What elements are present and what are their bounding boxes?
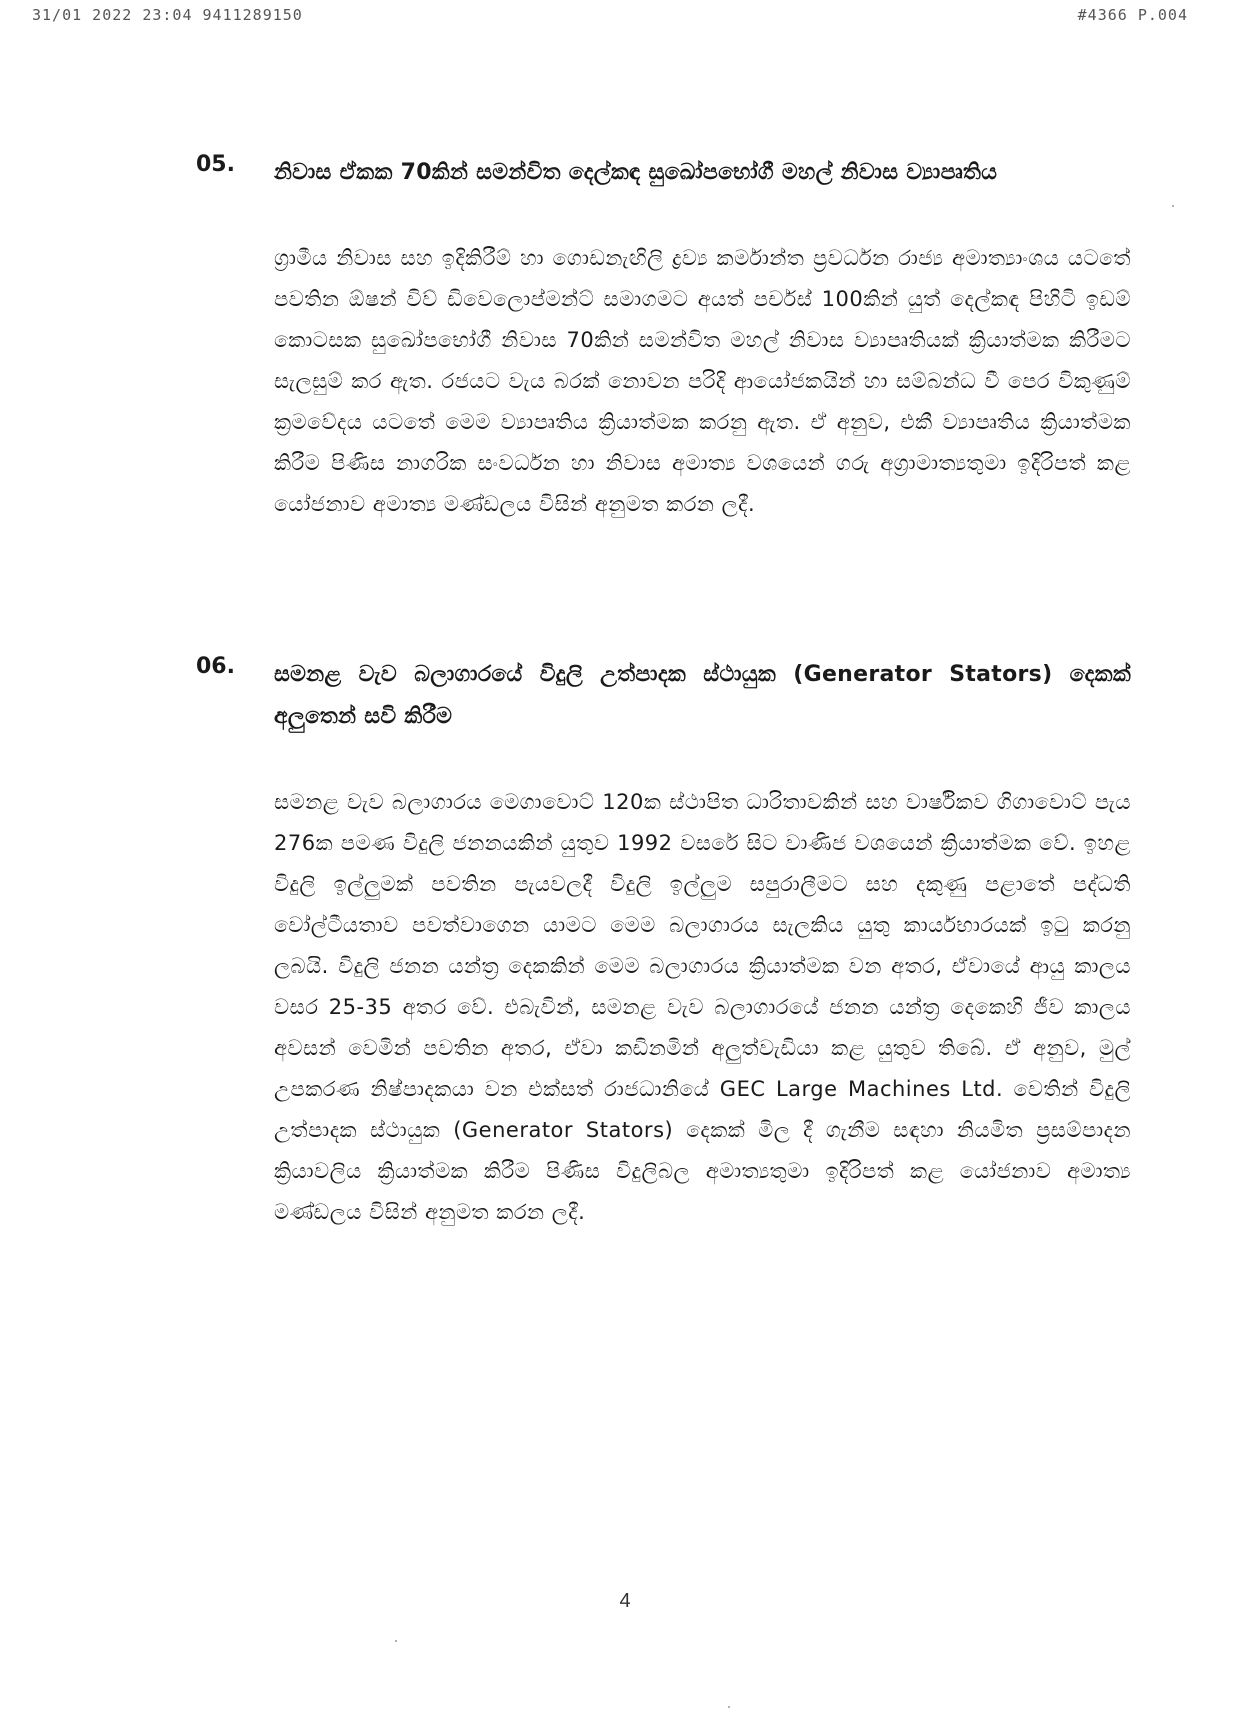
item-heading: සමනළ වැව බලාගාරයේ විදුලි උත්පාදක ස්ථායුක (Generator Stators) දෙකක් අලුතෙන් සවි කිරීම	[274, 662, 1131, 729]
item-number: 06.	[196, 654, 235, 679]
scan-speck	[1172, 205, 1174, 207]
scan-speck	[728, 1706, 730, 1708]
agenda-item-06	[196, 654, 1131, 1233]
scan-speck	[395, 1640, 397, 1642]
page-number: 4	[619, 1590, 631, 1612]
agenda-item-05	[196, 152, 1131, 525]
fax-timestamp-line: 31/01 2022 23:04 9411289150	[32, 6, 303, 24]
fax-header	[32, 6, 1188, 30]
item-body: ග්‍රාමීය නිවාස සහ ඉදිකිරීම් හා ගොඩනැඟිලි ද්‍රව්‍ය කර්මාන්ත ප්‍රවර්ධන රාජ්‍ය අමාත්‍යාංශය යටතේ පවතින ඕෂන් විව් ඩිවෙලොප්මන්ට් සමාගමට අයත් පර්චස් 100කින් යුත් දෙල්කඳ පිහිටි ඉඩම් කොටසක සුඛෝපභෝගී නිවාස 70කින් සමන්විත මහල් නිවාස ව්‍යාපෘතියක් ක්‍රියාත්මක කිරීමට සැලසුම් කර ඇත. රජයට වැය බරක් නොවන පරිදි ආයෝජකයින් හා සම්බන්ධ වී පෙර විකුණුම් ක්‍රමවේදය යටතේ මෙම ව්‍යාපෘතිය ක්‍රියාත්මක කරනු ඇත. ඒ අනුව, එකී ව්‍යාපෘතිය ක්‍රියාත්මක කිරීම පිණිස නාගරික සංවර්ධන හා නිවාස අමාත්‍ය වශයෙන් ගරු අග්‍රාමාත්‍යතුමා ඉදිරිපත් කළ යෝජනාව අමාත්‍ය මණ්ඩලය විසින් අනුමත කරන ලදී.	[274, 246, 1131, 516]
fax-page-reference: #4366 P.004	[1077, 6, 1188, 24]
item-heading: නිවාස ඒකක 70කින් සමන්විත දෙල්කඳ සුඛෝපභෝගී මහල් නිවාස ව්‍යාපෘතිය	[274, 160, 998, 185]
item-body: සමනළ වැව බලාගාරය මෙගාවොට් 120ක ස්ථාපිත ධාරිතාවකින් සහ වාර්ෂිකව ගිගාවොට් පැය 276ක පමණ විදුලි ජනනයකින් යුතුව 1992 වසරේ සිට වාණිජ වශයෙන් ක්‍රියාත්මක වේ. ඉහළ විදුලි ඉල්ලුමක් පවතින පැයවලදී විදුලි ඉල්ලුම සපුරාලීමට සහ දකුණු පළාතේ පද්ධති වෝල්ටීයතාව පවත්වාගෙන යාමට මෙම බලාගාරය සැලකිය යුතු කාර්යභාරයක් ඉටු කරනු ලබයි. විදුලි ජනන යන්ත්‍ර දෙකකින් මෙම බලාගාරය ක්‍රියාත්මක වන අතර, ඒවායේ ආයු කාලය වසර 25-35 අතර වේ. එබැවින්, සමනළ වැව බලාගාරයේ ජනන යන්ත්‍ර දෙකෙහි ජීව කාලය අවසන් වෙමින් පවතින අතර, ඒවා කඩිනමින් අලුත්වැඩියා කළ යුතුව තිබේ. ඒ අනුව, මුල් උපකරණ නිෂ්පාදකයා වන එක්සත් රාජධානියේ GEC Large Machines Ltd. වෙතින් විදුලි උත්පාදක ස්ථායුක (Generator Stators) දෙකක් මිල දී ගැනීම සඳහා නියමිත ප්‍රසම්පාදන ක්‍රියාවලිය ක්‍රියාත්මක කිරීම පිණිස විදුලිබල අමාත්‍යතුමා ඉදිරිපත් කළ යෝජනාව අමාත්‍ය මණ්ඩලය විසින් අනුමත කරන ලදී.	[274, 790, 1131, 1224]
item-number: 05.	[196, 152, 235, 177]
